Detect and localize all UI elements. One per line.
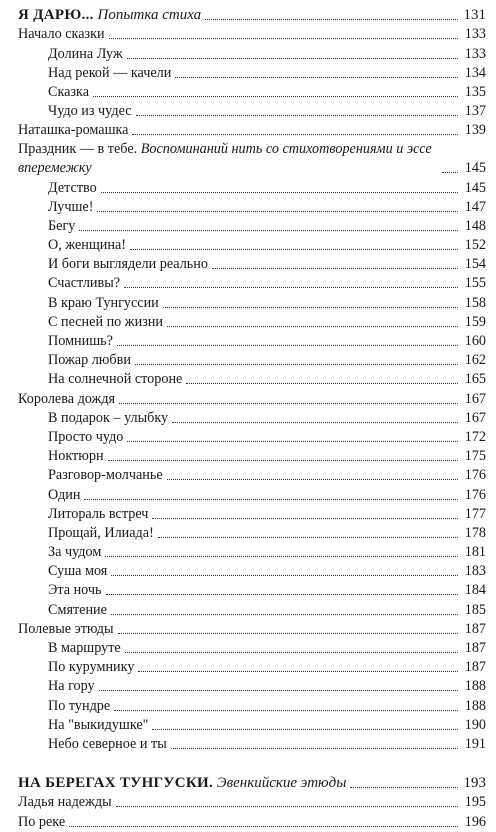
- dot-leader: [127, 441, 458, 442]
- toc-subentry: [18, 677, 486, 696]
- page-number: 184: [464, 582, 486, 599]
- page-number: 139: [464, 122, 486, 139]
- entry-title-block: [18, 793, 112, 812]
- page-number: 188: [464, 678, 486, 695]
- toc-subentry: [18, 102, 486, 121]
- dot-leader: [114, 710, 458, 711]
- dot-leader: [117, 345, 458, 346]
- dot-leader: [163, 307, 458, 308]
- entry-title-block: [18, 390, 115, 409]
- toc-subentry: [18, 313, 486, 332]
- entry-title-block: [48, 332, 113, 351]
- entry-title-block: [48, 639, 121, 658]
- dot-leader: [136, 115, 458, 116]
- page-number: 178: [464, 524, 486, 541]
- toc-subentry: [18, 217, 486, 236]
- page-number: 193: [463, 775, 486, 792]
- entry-title: В подарок – улыбку: [48, 409, 169, 426]
- page-number: 133: [464, 45, 486, 62]
- toc-subentry: [18, 236, 486, 255]
- page-number: 137: [464, 103, 486, 120]
- entry-title: В краю Тунгуссии: [48, 294, 159, 311]
- dot-leader: [99, 690, 458, 691]
- entry-title: За чудом: [48, 544, 102, 561]
- entry-title: Чудо из чудес: [48, 103, 132, 120]
- entry-title: Просто чудо: [48, 428, 124, 445]
- toc-subentry: [18, 543, 486, 562]
- dot-leader: [175, 77, 458, 78]
- page-number: 135: [464, 83, 486, 100]
- dot-leader: [442, 172, 458, 173]
- toc-subentry: [18, 255, 486, 274]
- dot-leader: [111, 614, 458, 615]
- toc-subentry: [18, 332, 486, 351]
- page-number: 133: [464, 26, 486, 43]
- dot-leader: [138, 671, 458, 672]
- entry-title: Полевые этюды: [18, 620, 114, 637]
- page-number: 134: [464, 64, 486, 81]
- toc-entry: [18, 25, 486, 44]
- entry-subtitle: Попытка стиха: [97, 7, 202, 24]
- dot-leader: [69, 826, 458, 827]
- page-number: 176: [464, 486, 486, 503]
- page-number: 145: [464, 160, 486, 177]
- entry-title-block: [48, 505, 148, 524]
- toc-subentry: [18, 524, 486, 543]
- entry-title: Начало сказки: [18, 26, 105, 43]
- toc-subentry: [18, 83, 486, 102]
- entry-title: НА БЕРЕГАХ ТУНГУСКИ.: [18, 775, 214, 792]
- entry-title-block: [48, 313, 163, 332]
- entry-title-block: [48, 486, 80, 505]
- entry-title-block: [48, 428, 123, 447]
- entry-title-block: [48, 524, 154, 543]
- entry-title-block: [48, 179, 97, 198]
- page-number: 160: [464, 333, 486, 349]
- toc-subentry: [18, 351, 486, 370]
- page-number: 191: [464, 735, 486, 752]
- toc-subentry: [18, 696, 486, 715]
- entry-title-block: [48, 735, 167, 754]
- page-number: 159: [464, 313, 486, 330]
- page-number: 183: [464, 563, 486, 580]
- entry-title-block: [48, 697, 110, 716]
- page-number: 176: [464, 467, 486, 484]
- dot-leader: [172, 422, 458, 423]
- dot-leader: [135, 364, 458, 365]
- entry-title: Детство: [48, 179, 97, 196]
- dot-leader: [350, 787, 458, 788]
- toc-subentry: [18, 562, 486, 581]
- entry-title-block: [48, 370, 182, 389]
- toc-subentry: [18, 64, 486, 83]
- entry-title: По курумнику: [48, 659, 135, 676]
- entry-title: Пожар любви: [48, 352, 131, 369]
- entry-title: Я ДАРЮ...: [18, 7, 94, 24]
- toc-subentry: [18, 447, 486, 466]
- entry-title: С песней по жизни: [48, 313, 163, 330]
- toc-subentry: [18, 428, 486, 447]
- toc-part-heading: [18, 774, 486, 793]
- entry-title: О, женщина!: [48, 237, 126, 254]
- entry-title: Долина Луж: [48, 45, 123, 62]
- entry-title: Наташка-ромашка: [18, 122, 129, 139]
- dot-leader: [105, 556, 458, 557]
- page-number: 165: [464, 371, 486, 388]
- entry-title: Эта ночь: [48, 582, 102, 599]
- entry-title-block: [18, 620, 114, 639]
- entry-title: Лучше!: [48, 198, 94, 215]
- page-number: 187: [464, 620, 486, 637]
- entry-title-block: [18, 121, 128, 140]
- dot-leader: [106, 594, 458, 595]
- dot-leader: [152, 729, 458, 730]
- entry-title-block: [48, 198, 93, 217]
- entry-title-block: [48, 236, 126, 255]
- entry-title: Помнишь?: [48, 333, 113, 349]
- page-number: 190: [464, 716, 486, 733]
- entry-title-block: [48, 351, 131, 370]
- entry-title: Небо северное и ты: [48, 735, 167, 752]
- page-number: 162: [464, 352, 486, 369]
- entry-title-block: [18, 813, 65, 832]
- entry-title-block: [48, 447, 104, 466]
- dot-leader: [167, 326, 458, 327]
- entry-title-block: [48, 658, 134, 677]
- dot-leader: [125, 652, 458, 653]
- toc-subentry: [18, 466, 486, 485]
- dot-leader: [130, 249, 458, 250]
- page-number: 187: [464, 659, 486, 676]
- entry-title: Королева дождя: [18, 390, 116, 407]
- toc-subentry: [18, 716, 486, 735]
- entry-title: Литораль встреч: [48, 505, 149, 522]
- entry-subtitle: Воспоминаний нить со стихотворениями и эссе вперемежку: [18, 141, 432, 177]
- entry-title: Разговор-молчанье: [48, 467, 163, 484]
- entry-title-block: [48, 601, 107, 620]
- entry-title: Прощай, Илиада!: [48, 524, 154, 541]
- dot-leader: [186, 383, 458, 384]
- entry-title-block: [18, 25, 105, 44]
- toc-subentry: [18, 409, 486, 428]
- table-of-contents: [18, 6, 486, 832]
- dot-leader: [79, 230, 458, 231]
- entry-title-block: [18, 6, 201, 25]
- toc-entry: [18, 620, 486, 639]
- dot-leader: [109, 38, 458, 39]
- dot-leader: [171, 748, 458, 749]
- dot-leader: [158, 537, 458, 538]
- entry-title: Сказка: [48, 83, 90, 100]
- entry-title-block: [48, 255, 208, 274]
- page-number: 148: [464, 217, 486, 234]
- entry-title-block: [48, 716, 148, 735]
- toc-part-heading: [18, 6, 486, 25]
- entry-title-block: [18, 140, 438, 178]
- dot-leader: [212, 268, 458, 269]
- entry-title: Один: [48, 486, 81, 503]
- toc-subentry: [18, 485, 486, 504]
- toc-subentry: [18, 370, 486, 389]
- entry-title-block: [48, 466, 163, 485]
- entry-title-block: [48, 83, 89, 102]
- dot-leader: [205, 19, 458, 20]
- entry-title: Смятение: [48, 601, 107, 618]
- toc-entry: [18, 389, 486, 408]
- entry-title-block: [48, 64, 171, 83]
- entry-title-block: [48, 102, 132, 121]
- page-number: 167: [464, 409, 486, 426]
- toc-subentry: [18, 274, 486, 293]
- entry-subtitle: Эвенкийские этюды: [216, 775, 347, 792]
- toc-subentry: [18, 505, 486, 524]
- entry-title: Над рекой — качели: [48, 64, 172, 81]
- entry-title-block: [48, 274, 120, 293]
- entry-title: Ладья надежды: [18, 794, 112, 811]
- dot-leader: [116, 806, 458, 807]
- page-number: 181: [464, 544, 486, 561]
- page-number: 158: [464, 294, 486, 311]
- entry-title-block: [48, 543, 101, 562]
- dot-leader: [111, 575, 458, 576]
- dot-leader: [97, 211, 458, 212]
- page-number: 172: [464, 428, 486, 445]
- entry-title-block: [48, 677, 95, 696]
- page-number: 147: [464, 198, 486, 215]
- page-number: 154: [464, 256, 486, 273]
- entry-title: По реке: [18, 813, 66, 830]
- dot-leader: [167, 479, 458, 480]
- dot-leader: [127, 58, 458, 59]
- toc-subentry: [18, 735, 486, 754]
- dot-leader: [118, 633, 458, 634]
- toc-entry: [18, 140, 486, 178]
- entry-title: На гору: [48, 678, 95, 695]
- entry-title-block: [48, 294, 159, 313]
- entry-title-block: [48, 217, 75, 236]
- page-number: 187: [464, 640, 486, 656]
- toc-subentry: [18, 581, 486, 600]
- toc-subentry: [18, 639, 486, 658]
- toc-subentry: [18, 658, 486, 677]
- dot-leader: [108, 460, 458, 461]
- toc-subentry: [18, 198, 486, 217]
- entry-title-block: [48, 45, 123, 64]
- page-number: 177: [464, 505, 486, 522]
- entry-title: Ноктюрн: [48, 448, 104, 465]
- entry-title: Праздник — в тебе.: [18, 141, 138, 158]
- dot-leader: [93, 96, 458, 97]
- dot-leader: [152, 518, 458, 519]
- page-number: 175: [464, 448, 486, 465]
- entry-title-block: [48, 581, 102, 600]
- entry-title: На "выкидушке": [48, 716, 149, 733]
- page-number: 195: [464, 794, 486, 811]
- page-number: 185: [464, 601, 486, 618]
- page-number: 152: [464, 237, 486, 254]
- entry-title: Бегу: [48, 217, 76, 234]
- toc-subentry: [18, 178, 486, 197]
- page-number: 155: [464, 275, 486, 292]
- toc-subentry: [18, 600, 486, 619]
- entry-title-block: [48, 562, 107, 581]
- toc-entry: [18, 812, 486, 831]
- toc-subentry: [18, 44, 486, 63]
- toc-entry: [18, 793, 486, 812]
- entry-title: Суша моя: [48, 563, 108, 580]
- toc-subentry: [18, 293, 486, 312]
- dot-leader: [132, 134, 458, 135]
- entry-title: На солнечной стороне: [48, 371, 183, 388]
- entry-title: Счастливы?: [48, 275, 121, 292]
- page-number: 131: [463, 7, 486, 24]
- dot-leader: [124, 287, 458, 288]
- entry-title: И боги выглядели реально: [48, 256, 208, 273]
- page-number: 188: [464, 697, 486, 714]
- page-number: 145: [464, 179, 486, 196]
- entry-title: В маршруте: [48, 640, 121, 656]
- entry-title-block: [48, 409, 168, 428]
- entry-title: По тундре: [48, 697, 111, 714]
- dot-leader: [84, 499, 458, 500]
- page-number: 167: [464, 390, 486, 407]
- dot-leader: [101, 192, 458, 193]
- entry-title-block: [18, 774, 346, 793]
- toc-entry: [18, 121, 486, 140]
- dot-leader: [119, 403, 458, 404]
- page-number: 196: [464, 813, 486, 830]
